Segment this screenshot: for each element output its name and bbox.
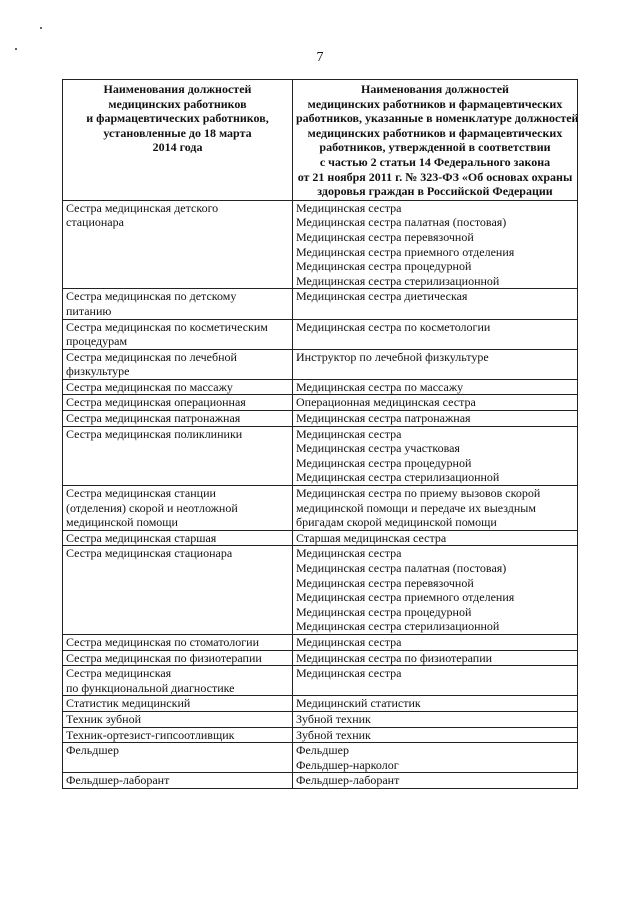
cell-line: Зубной техник	[296, 727, 371, 742]
cell-line: Сестра медицинская по лечебной	[66, 349, 237, 364]
table-row	[63, 727, 578, 743]
old-position-cell	[63, 696, 293, 712]
old-position-cell	[63, 411, 293, 427]
new-position-cell	[293, 486, 578, 531]
old-position-cell	[63, 711, 293, 727]
table-row	[63, 289, 578, 319]
header-line: медицинских работников и фармацевтических	[307, 96, 563, 111]
header-line: медицинских работников и фармацевтических	[307, 125, 563, 140]
cell-line: Медицинская сестра патронажная	[296, 411, 471, 426]
cell-line: Техник зубной	[66, 711, 141, 726]
old-position-cell	[63, 319, 293, 349]
cell-line: Сестра медицинская детского	[66, 200, 219, 215]
old-position-cell	[63, 530, 293, 546]
cell-line: Операционная медицинская сестра	[296, 395, 476, 410]
old-position-cell	[63, 546, 293, 635]
cell-line: Медицинская сестра процедурной	[296, 259, 472, 274]
cell-line: стационара	[66, 215, 124, 230]
header-line: работников, указанные в номенклатуре должностей	[296, 111, 579, 126]
cell-line: Медицинская сестра стерилизационной	[296, 619, 500, 634]
new-position-cell	[293, 426, 578, 485]
cell-line: Медицинская сестра по массажу	[296, 379, 464, 394]
table-body	[63, 200, 578, 788]
new-position-cell	[293, 711, 578, 727]
table-row	[63, 411, 578, 427]
new-position-cell	[293, 634, 578, 650]
old-position-cell	[63, 486, 293, 531]
new-position-cell	[293, 666, 578, 696]
table-row	[63, 319, 578, 349]
new-position-cell	[293, 650, 578, 666]
header-new-positions	[293, 80, 578, 201]
new-position-cell	[293, 546, 578, 635]
table-row	[63, 634, 578, 650]
old-position-cell	[63, 727, 293, 743]
cell-line: Фельдшер	[66, 743, 119, 758]
positions-table	[62, 79, 578, 789]
cell-line: Сестра медицинская по массажу	[66, 379, 233, 394]
cell-line: Медицинская сестра по физиотерапии	[296, 650, 493, 665]
cell-line: Сестра медицинская поликлиники	[66, 426, 243, 441]
cell-line: процедурам	[66, 334, 128, 349]
cell-line: Фельдшер-нарколог	[296, 757, 399, 772]
cell-line: физкультуре	[66, 364, 130, 379]
new-position-cell	[293, 411, 578, 427]
cell-line: Медицинская сестра процедурной	[296, 604, 472, 619]
cell-line: Инструктор по лечебной физкультуре	[296, 349, 489, 364]
cell-line: Медицинская сестра процедурной	[296, 455, 472, 470]
header-line: Наименования должностей	[361, 82, 509, 96]
cell-line: Сестра медицинская по стоматологии	[66, 634, 260, 649]
cell-line: Сестра медицинская патронажная	[66, 411, 241, 426]
cell-line: Медицинская сестра	[296, 634, 402, 649]
cell-line: Медицинская сестра стерилизационной	[296, 470, 500, 485]
old-position-cell	[63, 634, 293, 650]
scan-speck	[40, 27, 42, 29]
cell-line: Медицинская сестра перевязочной	[296, 575, 474, 590]
table-row	[63, 650, 578, 666]
old-position-cell	[63, 666, 293, 696]
new-position-cell	[293, 696, 578, 712]
old-position-cell	[63, 200, 293, 289]
cell-line: Статистик медицинский	[66, 696, 191, 711]
cell-line: Зубной техник	[296, 711, 371, 726]
new-position-cell	[293, 289, 578, 319]
new-position-cell	[293, 395, 578, 411]
new-position-cell	[293, 379, 578, 395]
old-position-cell	[63, 773, 293, 789]
table-row	[63, 486, 578, 531]
cell-line: Медицинская сестра по косметологии	[296, 319, 491, 334]
table-row	[63, 530, 578, 546]
cell-line: Сестра медицинская по косметическим	[66, 319, 268, 334]
cell-line: Фельдшер-лаборант	[66, 773, 170, 788]
cell-line: Медицинская сестра по приему вызовов скорой	[296, 486, 541, 501]
table-row	[63, 666, 578, 696]
cell-line: Сестра медицинская	[66, 666, 172, 681]
cell-line: Старшая медицинская сестра	[296, 530, 447, 545]
cell-line: Фельдшер-лаборант	[296, 773, 400, 788]
cell-line: медицинской помощи	[66, 515, 178, 530]
table-row	[63, 546, 578, 635]
cell-line: Медицинская сестра	[296, 546, 402, 561]
table-row	[63, 773, 578, 789]
cell-line: Сестра медицинская старшая	[66, 530, 217, 545]
cell-line: питанию	[66, 303, 112, 318]
table-row	[63, 711, 578, 727]
header-line: от 21 ноября 2011 г. № 323-ФЗ «Об основах охраны	[297, 169, 573, 184]
header-line: Наименования должностей	[103, 82, 252, 96]
new-position-cell	[293, 743, 578, 773]
old-position-cell	[63, 650, 293, 666]
table-row	[63, 395, 578, 411]
cell-line: Сестра медицинская по детскому	[66, 289, 237, 304]
cell-line: Медицинская сестра	[296, 200, 402, 215]
table-row	[63, 743, 578, 773]
header-line: и фармацевтических работников,	[86, 111, 269, 126]
cell-line: Сестра медицинская станции	[66, 486, 216, 501]
new-position-cell	[293, 349, 578, 379]
cell-line: Сестра медицинская операционная	[66, 395, 246, 410]
cell-line: (отделения) скорой и неотложной	[66, 500, 238, 515]
cell-line: Медицинская сестра стерилизационной	[296, 273, 500, 288]
new-position-cell	[293, 727, 578, 743]
table-row	[63, 426, 578, 485]
cell-line: Медицинская сестра приемного отделения	[296, 244, 515, 259]
header-line: с частью 2 статьи 14 Федерального закона	[319, 154, 551, 169]
cell-line: медицинской помощи и передаче их выездным	[296, 500, 536, 515]
cell-line: по функциональной диагностике	[66, 680, 235, 695]
header-line: медицинских работников	[108, 96, 247, 111]
new-position-cell	[293, 773, 578, 789]
cell-line: Медицинская сестра палатная (постовая)	[296, 215, 507, 230]
table-header	[63, 80, 578, 201]
new-position-cell	[293, 530, 578, 546]
table-row	[63, 379, 578, 395]
cell-line: Медицинская сестра	[296, 666, 402, 681]
cell-line: Фельдшер	[296, 743, 349, 758]
header-line: 2014 года	[152, 140, 203, 155]
old-position-cell	[63, 395, 293, 411]
header-line: работников, утвержденной в соответствии	[319, 140, 551, 155]
old-position-cell	[63, 743, 293, 773]
header-line: здоровья граждан в Российской Федерации	[317, 184, 553, 199]
old-position-cell	[63, 426, 293, 485]
table-row	[63, 349, 578, 379]
cell-line: Медицинская сестра	[296, 426, 402, 441]
table-row	[63, 200, 578, 289]
cell-line: Техник-ортезист-гипсоотливщик	[66, 727, 235, 742]
new-position-cell	[293, 200, 578, 289]
new-position-cell	[293, 319, 578, 349]
header-line: установленные до 18 марта	[103, 125, 252, 140]
cell-line: Медицинская сестра диетическая	[296, 289, 468, 304]
cell-line: Сестра медицинская по физиотерапии	[66, 650, 262, 665]
old-position-cell	[63, 289, 293, 319]
old-position-cell	[63, 349, 293, 379]
table-row	[63, 696, 578, 712]
cell-line: бригадам скорой медицинской помощи	[296, 515, 497, 530]
header-old-positions	[63, 80, 293, 201]
cell-line: Медицинская сестра участковая	[296, 441, 460, 456]
cell-line: Сестра медицинская стационара	[66, 546, 233, 561]
cell-line: Медицинская сестра палатная (постовая)	[296, 561, 507, 575]
cell-line: Медицинская сестра приемного отделения	[296, 590, 515, 605]
cell-line: Медицинский статистик	[296, 696, 421, 711]
old-position-cell	[63, 379, 293, 395]
page-number: 7	[316, 50, 324, 65]
cell-line: Медицинская сестра перевязочной	[296, 229, 474, 244]
